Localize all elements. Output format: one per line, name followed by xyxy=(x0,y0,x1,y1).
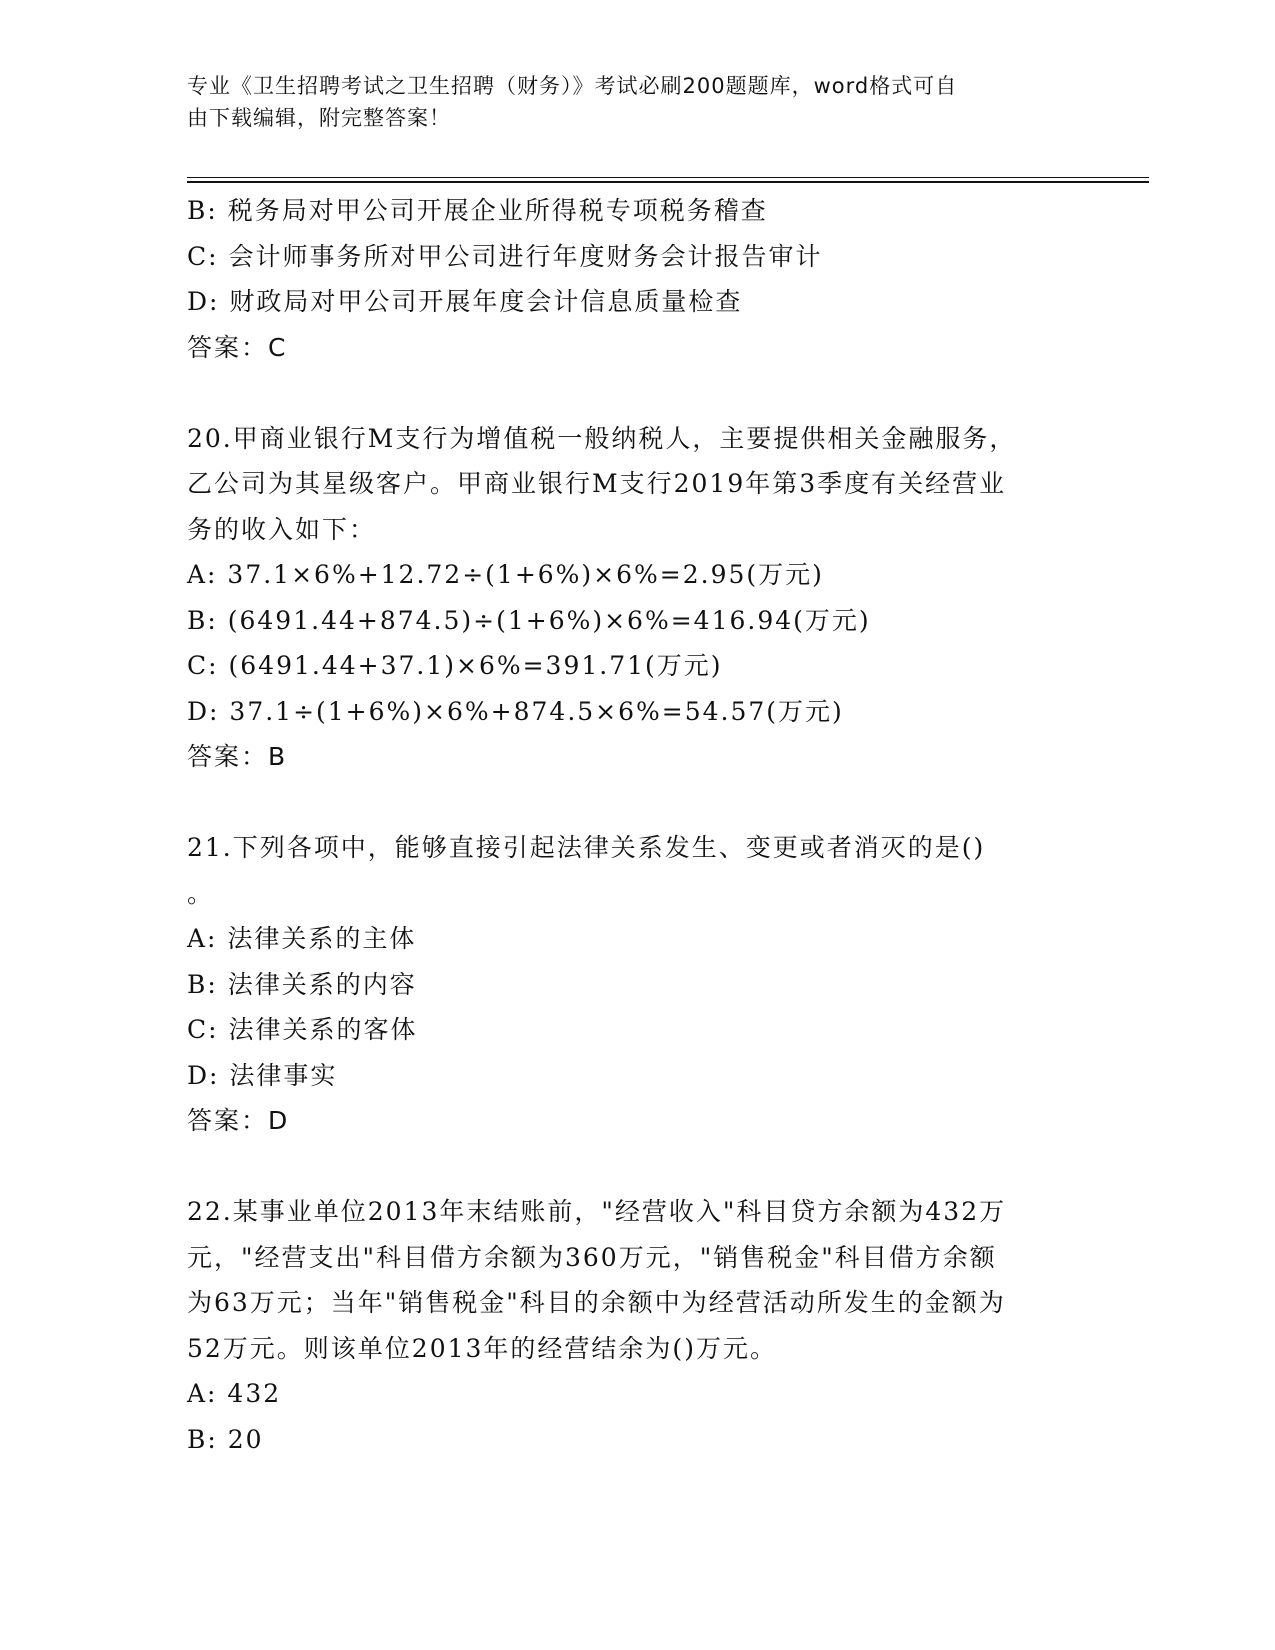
question-20 xyxy=(187,416,1067,780)
q22-stem-line-1: 22.某事业单位2013年末结账前，"经营收入"科目贷方余额为432万 xyxy=(187,1197,1007,1226)
spacer xyxy=(187,370,1067,416)
q20-stem-line-3: 务的收入如下： xyxy=(187,514,377,544)
header-line-1: 专业《卫生招聘考试之卫生招聘（财务）》考试必刷200题题库，word格式可自 xyxy=(187,74,958,98)
spacer xyxy=(187,1144,1067,1190)
question-22 xyxy=(187,1189,1067,1462)
question-21 xyxy=(187,825,1067,1144)
q19-option-b: B: 税务局对甲公司开展企业所得税专项税务稽查 xyxy=(187,196,768,225)
q20-stem-line-1: 20.甲商业银行M支行为增值税一般纳税人，主要提供相关金融服务， xyxy=(187,423,1017,453)
q20-option-d: D: 37.1÷(1+6%)×6%+874.5×6%=54.57(万元) xyxy=(187,696,844,726)
q19-answer: 答案：C xyxy=(187,332,288,362)
question-19-continued xyxy=(187,188,1067,370)
q20-option-c: C: (6491.44+37.1)×6%=391.71(万元) xyxy=(187,651,723,680)
q21-stem-line-1: 21.下列各项中，能够直接引起法律关系发生、变更或者消灭的是() xyxy=(187,833,986,862)
document-header xyxy=(187,70,1067,134)
header-divider-thick xyxy=(187,181,1149,183)
q21-option-d: D: 法律事实 xyxy=(187,1060,338,1090)
document-body xyxy=(187,188,1067,1462)
q20-option-a: A: 37.1×6%+12.72÷(1+6%)×6%=2.95(万元) xyxy=(187,560,824,589)
header-line-2: 由下载编辑，附完整答案！ xyxy=(187,106,451,130)
q19-option-d: D: 财政局对甲公司开展年度会计信息质量检查 xyxy=(187,287,743,316)
q22-stem-line-3: 为63万元；当年"销售税金"科目的余额中为经营活动所发生的金额为 xyxy=(187,1288,1006,1317)
q21-answer: 答案：D xyxy=(187,1106,290,1135)
q21-option-b: B: 法律关系的内容 xyxy=(187,969,417,999)
q22-stem-line-4: 52万元。则该单位2013年的经营结余为()万元。 xyxy=(187,1333,777,1363)
q20-option-b: B: (6491.44+874.5)÷(1+6%)×6%=416.94(万元) xyxy=(187,605,871,635)
header-divider-thin xyxy=(187,177,1149,178)
q20-answer: 答案：B xyxy=(187,742,288,771)
q22-option-b: B: 20 xyxy=(187,1424,264,1454)
q21-option-c: C: 法律关系的客体 xyxy=(187,1015,418,1044)
q20-stem-line-2: 乙公司为其星级客户。甲商业银行M支行2019年第3季度有关经营业 xyxy=(187,469,1007,498)
q22-option-a: A: 432 xyxy=(187,1379,282,1408)
q21-option-a: A: 法律关系的主体 xyxy=(187,924,417,953)
q22-stem-line-2: 元，"经营支出"科目借方余额为360万元，"销售税金"科目借方余额 xyxy=(187,1242,997,1272)
spacer xyxy=(187,780,1067,826)
q21-stem-line-2: 。 xyxy=(187,878,215,908)
q19-option-c: C: 会计师事务所对甲公司进行年度财务会计报告审计 xyxy=(187,241,823,271)
